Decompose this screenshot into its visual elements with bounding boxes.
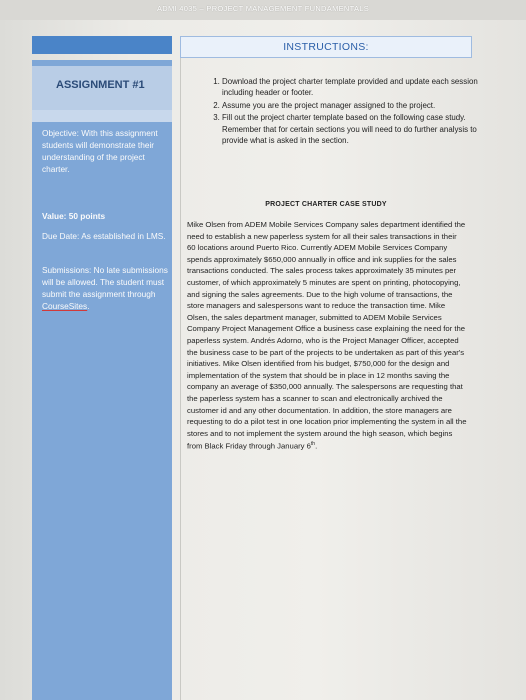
value-text: Value: 50 points [42, 211, 106, 221]
assignment-title: ASSIGNMENT #1 [56, 79, 145, 91]
case-study-title: PROJECT CHARTER CASE STUDY [265, 201, 387, 208]
case-study-end: . [315, 441, 318, 451]
coursesites-link[interactable]: CourseSites [42, 301, 88, 311]
instructions-title: INSTRUCTIONS: [180, 36, 472, 58]
case-study-superscript: th [310, 441, 316, 448]
assignment-title-box [32, 66, 172, 110]
course-title: ADMI 4035 – PROJECT MANAGEMENT FUNDAMENTALS [156, 4, 370, 13]
case-study-body [187, 219, 467, 452]
instruction-steps [196, 76, 490, 147]
instruction-step: 3. Fill out the project charter template based on the following case study. Remember that for certain sections you will need to do further analysis to provide what is asked in the section. [222, 112, 490, 146]
due-date-text: Due Date: As established in LMS. [42, 231, 166, 241]
submissions-text [42, 264, 170, 312]
sidebar-divider [32, 110, 172, 122]
page-header [0, 0, 526, 20]
submissions-prefix: Submissions: No late submissions will be allowed. The student must submit the assignment through [42, 265, 168, 299]
submissions-suffix: . [87, 301, 90, 311]
sidebar-top-bar [32, 36, 172, 54]
objective-text: Objective: With this assignment students will demonstrate their understanding of the project charter. [42, 128, 158, 174]
instruction-step: 2. Assume you are the project manager assigned to the project. [222, 100, 490, 111]
instruction-step: 1. Download the project charter template provided and update each session including header or footer. [222, 76, 490, 99]
case-study-text: Mike Olsen from ADEM Mobile Services Company sales department identified the need to establish a new paperless system for all their sales transactions in their 60 locations around Puerto Rico. Currently ADEM Mobile Services Company spends approximately $650,000 annually in office and ink supplies for the sales transactions conducted. The sales process takes approximately 35 minutes per customer, of which approximately 5 minutes are spent on printing, photocopying, and signing the sales agreements. Due to the high volume of transactions, the store managers and salespersons want to reduce the transaction time. Mike Olsen, the sales department manager, submitted to ADEM Mobile Services Company Project Management Office a business case explaining the need for the paperless system. Andrés Adorno, who is the Project Manager Officer, accepted the business case to be part of the projects to be undertaken as part of this year's initiatives. Mike Olsen identified from his budget, $750,000 for the design and implementation of the system that should be in place in 12 months saving the company an average of $350,000 annually. The salespersons are requesting that the paperless system has a scanner to scan and electronically archived the customer id and any other documentation. In addition, the store managers are requesting to do a pilot test in one location prior implementing the system in all the stores and to not implement the system around the high season, which begins from Black Friday through January 6 [187, 220, 467, 451]
